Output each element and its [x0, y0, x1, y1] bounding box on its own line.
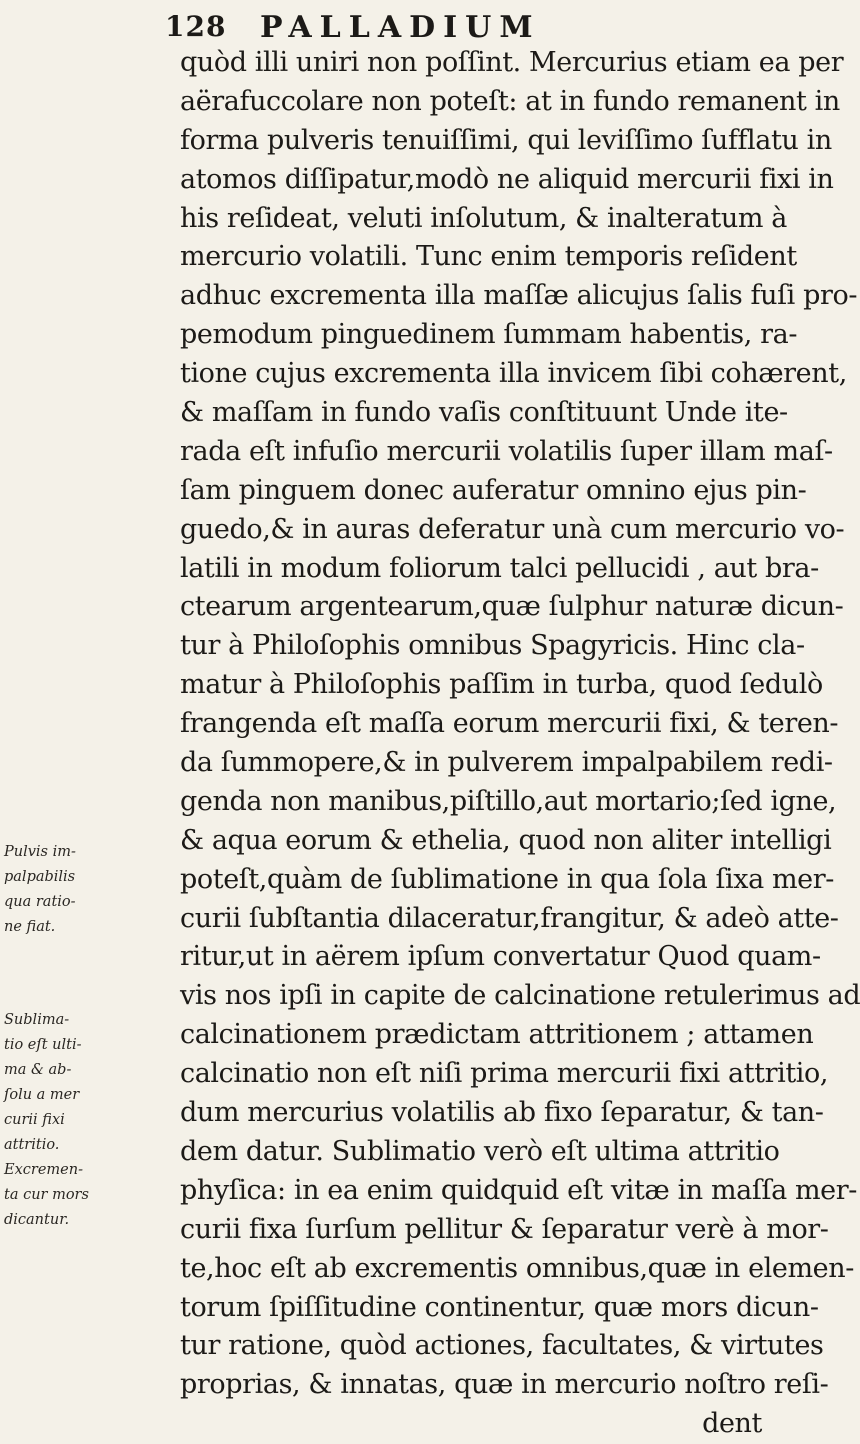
text-line: matur à Philoſophis paſſim in turba, quod ſedulò: [180, 669, 823, 701]
text-line: dem datur. Sublimatio verò eſt ultima attritio: [180, 1135, 780, 1167]
text-line: te,hoc eſt ab excrementis omnibus,quæ in elemen-: [180, 1252, 854, 1284]
running-title: PALLADIUM: [260, 10, 541, 45]
text-line: latili in modum foliorum talci pellucidi , aut bra-: [180, 552, 819, 584]
body-text: [180, 44, 860, 1444]
text-line: tur à Philoſophis omnibus Spagyricis. Hinc cla-: [180, 630, 805, 662]
text-line: & maſſam in fundo vaſis conſtituunt Unde ite-: [180, 397, 788, 429]
margin-note-pulvis: [4, 840, 86, 940]
text-line: proprias, & innatas, quæ in mercurio noſtro reſi-: [180, 1369, 829, 1401]
margin-note-line: palpabilis: [4, 869, 76, 885]
text-line: quòd illi uniri non poſſint. Mercurius etiam ea per: [180, 47, 844, 78]
text-line: phyſica: in ea enim quidquid eſt vitæ in maſſa mer-: [180, 1174, 857, 1206]
margin-note-line: Pulvis im-: [4, 844, 76, 860]
margin-note-line: Excremen-: [4, 1162, 83, 1178]
margin-note-line: dicantur.: [4, 1212, 70, 1228]
text-line: frangenda eſt maſſa eorum mercurii fixi, & teren-: [180, 708, 839, 740]
page-number: 128: [165, 10, 227, 43]
margin-note-line: ne fiat.: [4, 919, 56, 935]
text-line: torum ſpiſſitudine continentur, quæ mors dicun-: [180, 1291, 819, 1323]
margin-note-line: curii fixi: [4, 1112, 65, 1128]
margin-note-line: ma & ab-: [4, 1062, 72, 1078]
margin-note-line: qua ratio-: [4, 894, 76, 910]
text-line: genda non manibus,piſtillo,aut mortario;ſed igne,: [180, 785, 837, 817]
text-line: tur ratione, quòd actiones, facultates, & virtutes: [180, 1330, 824, 1362]
text-line: aërafuccolare non poteſt: at in fundo remanent in: [180, 85, 840, 117]
text-line: atomos diſſipatur,modò ne aliquid mercurii fixi in: [180, 163, 834, 195]
text-line: forma pulveris tenuiſſimi, qui leviſſimo ſufflatu in: [180, 124, 832, 156]
margin-note-line: Sublima-: [4, 1012, 70, 1028]
text-line: ritur,ut in aërem ipſum convertatur Quod quam-: [180, 941, 821, 973]
margin-note-line: ta cur mors: [4, 1187, 89, 1203]
margin-note-line: attritio.: [4, 1137, 60, 1153]
text-line: vis nos ipſi in capite de calcinatione retulerimus ad: [180, 980, 860, 1012]
text-line: & aqua eorum & ethelia, quod non aliter intelligi: [180, 824, 832, 856]
text-line: guedo,& in auras deferatur unà cum mercurio vo-: [180, 513, 845, 545]
margin-note-line: tio eſt ulti-: [4, 1037, 82, 1053]
text-line: ſam pinguem donec auferatur omnino ejus pin-: [180, 474, 807, 506]
text-line: his reſideat, veluti inſolutum, & inalteratum à: [180, 202, 787, 234]
text-line: mercurio volatili. Tunc enim temporis reſident: [180, 241, 797, 273]
text-line: rada eſt infuſio mercurii volatilis ſuper illam maſ-: [180, 435, 833, 467]
text-line: ctearum argentearum,quæ ſulphur naturæ dicun-: [180, 591, 844, 623]
margin-note-sublimatio: [4, 1008, 89, 1233]
text-line: pemodum pinguedinem ſummam habentis, ra-: [180, 319, 798, 351]
margin-note-line: ſolu a mer: [4, 1087, 80, 1103]
text-line: adhuc excrementa illa maſſæ alicujus ſalis fuſi pro-: [180, 280, 858, 312]
text-line: da ſummopere,& in pulverem impalpabilem redi-: [180, 747, 833, 779]
text-line: curii ſubſtantia dilaceratur,frangitur, & adeò atte-: [180, 902, 839, 934]
text-line: calcinatio non eſt niſi prima mercurii fixi attritio,: [180, 1058, 829, 1090]
text-line: dum mercurius volatilis ab fixo ſeparatur, & tan-: [180, 1097, 824, 1129]
text-line: curii fixa ſurſum pellitur & ſeparatur verè à mor-: [180, 1213, 829, 1245]
text-line: tione cujus excrementa illa invicem ſibi cohærent,: [180, 358, 847, 390]
text-line: poteſt,quàm de ſublimatione in qua ſola ſixa mer-: [180, 863, 834, 895]
text-line: dent: [702, 1408, 762, 1440]
text-line: calcinationem prædictam attritionem ; attamen: [180, 1019, 814, 1051]
